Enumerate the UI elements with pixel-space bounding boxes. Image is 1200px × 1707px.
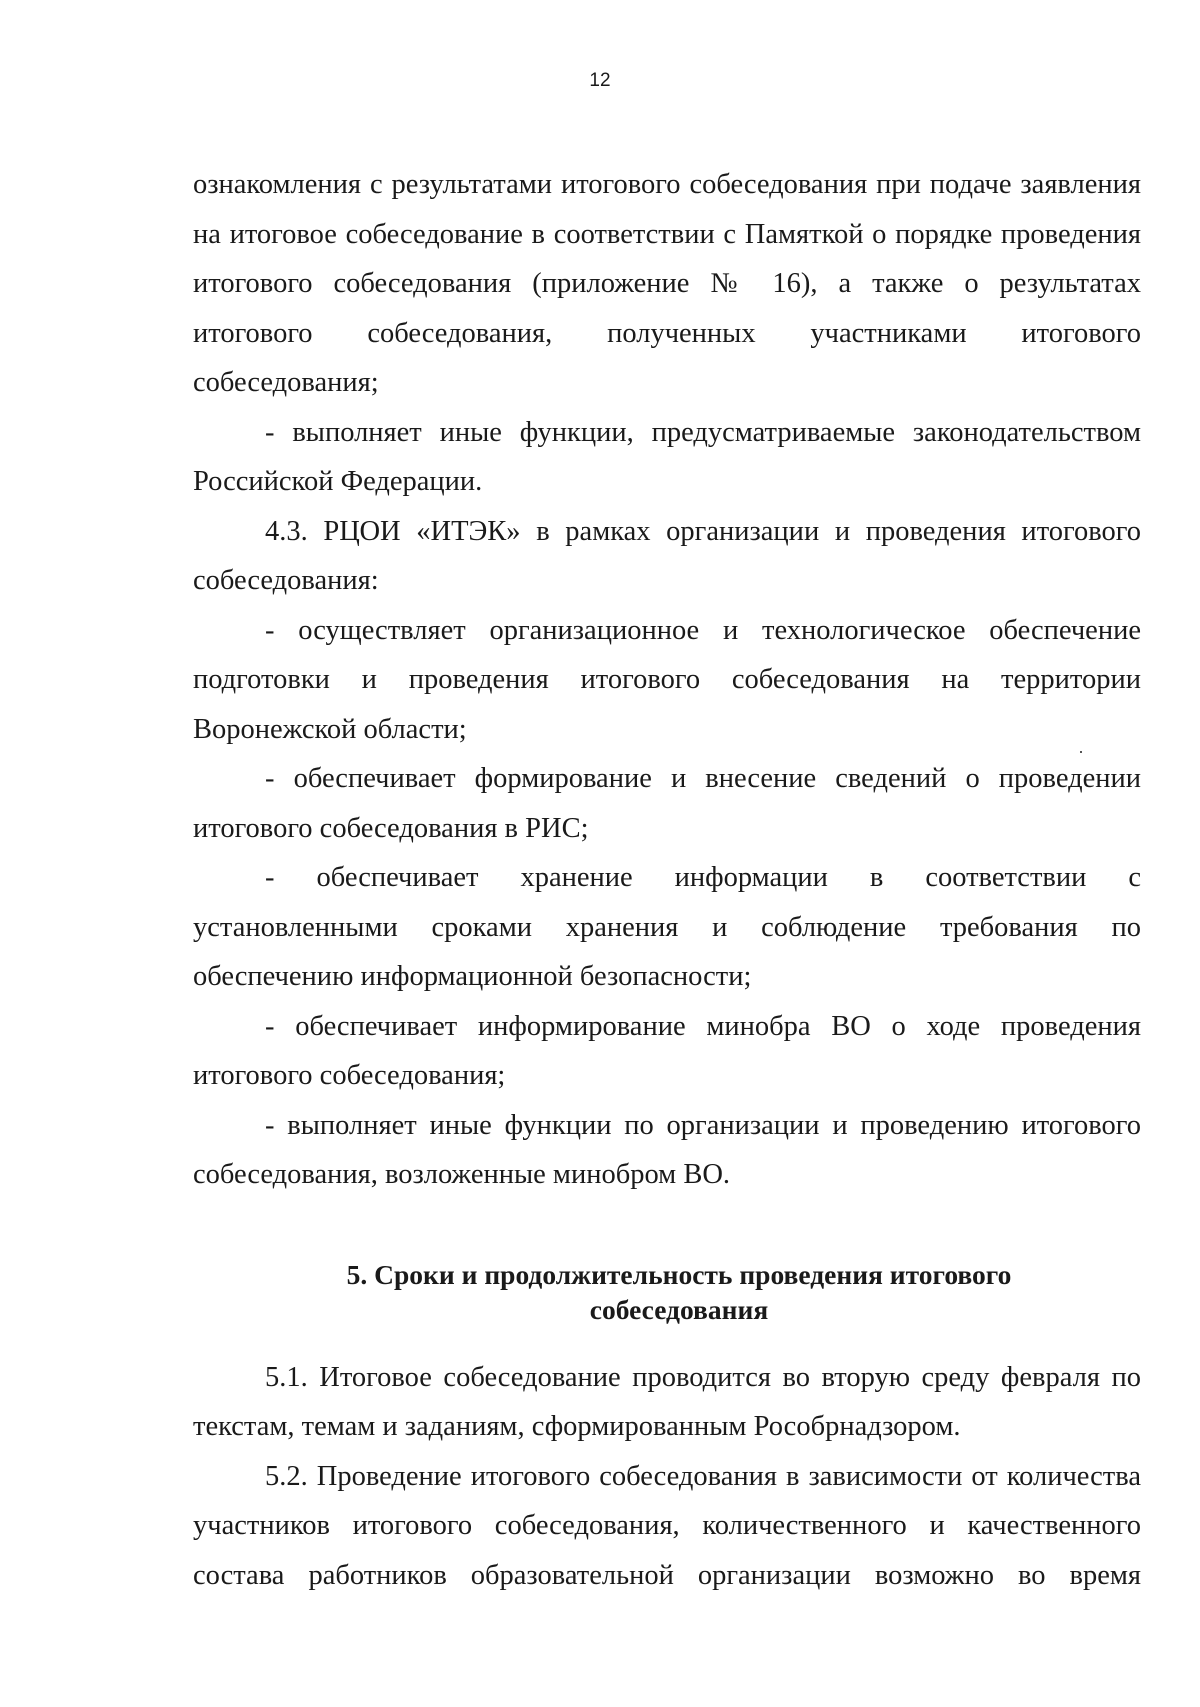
list-item: - выполняет иные функции по организации и проведению итогового собеседования, возложенные минобром ВО.: [193, 1109, 1141, 1190]
section-heading-line-1: 5. Сроки и продолжительность проведения итогового: [346, 1258, 1012, 1290]
list-item: - выполняет иные функции, предусматриваемые законодательством Российской Федерации.: [193, 416, 1141, 497]
list-item: - обеспечивает информирование минобра ВО о ходе проведения итогового собеседования;: [193, 1010, 1141, 1091]
section-heading-line-2: собеседования: [589, 1293, 769, 1325]
paragraph-continuation: ознакомления с результатами итогового собеседования при подаче заявления на итоговое собеседование в соответствии с Памяткой о порядке проведения итогового собеседования (приложение № 16), а также о результатах итогового собеседования, полученных участниками итогового собеседования;: [193, 169, 1141, 398]
scan-speck: [1080, 751, 1082, 753]
list-item: - обеспечивает хранение информации в соответствии с установленными сроками хранения и соблюдение требования по обеспечению информационной безопасности;: [193, 862, 1141, 992]
clause-4-3: 4.3. РЦОИ «ИТЭК» в рамках организации и проведения итогового собеседования:: [193, 515, 1141, 596]
section-heading: [193, 1257, 1141, 1327]
page-number: 12: [589, 70, 611, 91]
document-body: [193, 160, 1141, 1600]
list-item: - обеспечивает формирование и внесение сведений о проведении итогового собеседования в РИС;: [193, 763, 1141, 844]
clause-5-1: 5.1. Итоговое собеседование проводится во вторую среду февраля по текстам, темам и заданиям, сформированным Рособрнадзором.: [193, 1361, 1141, 1442]
list-item: - осуществляет организационное и технологическое обеспечение подготовки и проведения итогового собеседования на территории Воронежской области;: [193, 614, 1141, 745]
clause-5-2: 5.2. Проведение итогового собеседования в зависимости от количества участников итогового собеседования, количественного и качественного состава работников образовательной организации возможно во время: [193, 1460, 1141, 1591]
